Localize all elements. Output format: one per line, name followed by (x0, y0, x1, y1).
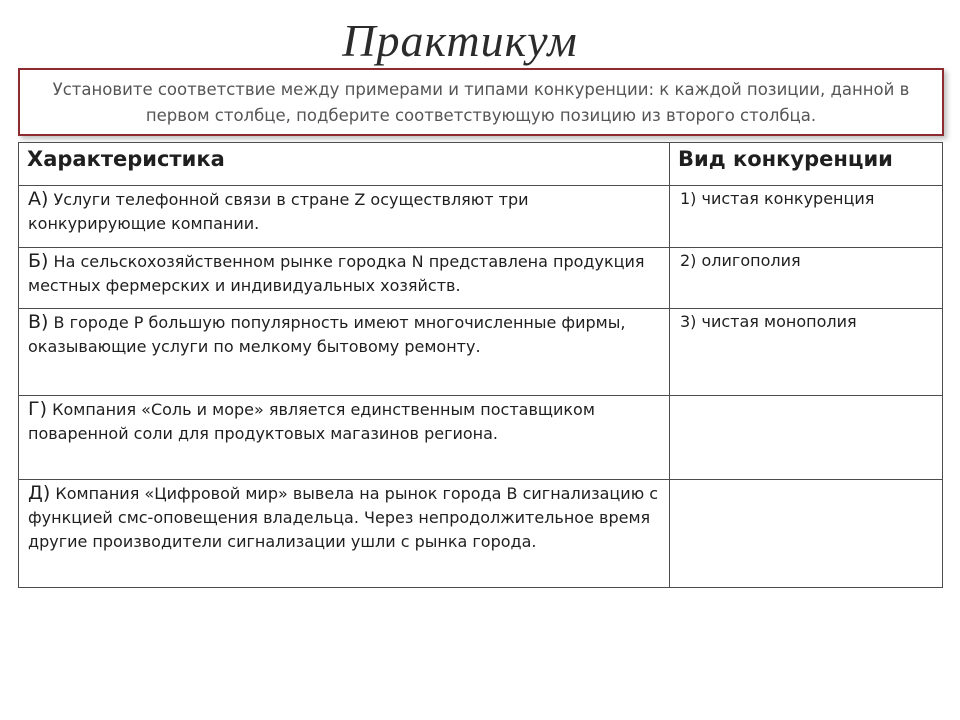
matching-table (18, 142, 943, 588)
table-row (19, 480, 943, 588)
characteristic-cell (19, 186, 670, 248)
row-text: Компания «Соль и море» является единственным поставщиком поваренной соли для продуктовых магазинов региона. (28, 400, 595, 443)
row-text: Компания «Цифровой мир» вывела на рынок города В сигнализацию с функцией смс-оповещения владельца. Через непродолжительное время другие производители сигнализации ушли с рынка города. (28, 484, 659, 551)
row-letter: В) (28, 311, 49, 333)
competition-type-cell (670, 480, 943, 588)
row-text: В городе P большую популярность имеют многочисленные фирмы, оказывающие услуги по мелкому бытовому ремонту. (28, 313, 626, 356)
competition-type-cell (670, 309, 943, 396)
table-header-row (19, 143, 943, 186)
slide-title: Практикум (342, 15, 578, 66)
table-row (19, 309, 943, 396)
table-row (19, 396, 943, 480)
row-letter: А) (28, 188, 49, 210)
instruction-text: Установите соответствие между примерами и типами конкуренции: к каждой позиции, данной в первом столбце, подберите соответствующую позицию из второго столбца. (52, 80, 910, 125)
row-letter: Д) (28, 482, 51, 504)
competition-type-text: 2) олигополия (680, 251, 801, 270)
characteristic-cell (19, 248, 670, 309)
instruction-box (18, 68, 944, 136)
row-text: Услуги телефонной связи в стране Z осуществляют три конкурирующие компании. (28, 190, 529, 233)
table-row (19, 186, 943, 248)
header-competition-type: Вид конкуренции (670, 143, 943, 186)
header-characteristic: Характеристика (19, 143, 670, 186)
competition-type-cell (670, 248, 943, 309)
table-row (19, 248, 943, 309)
row-text: На сельскохозяйственном рынке городка N представлена продукция местных фермерских и индивидуальных хозяйств. (28, 252, 645, 295)
competition-type-text: 1) чистая конкуренция (680, 189, 875, 208)
characteristic-cell (19, 480, 670, 588)
competition-type-cell (670, 186, 943, 248)
row-letter: Б) (28, 250, 49, 272)
competition-type-text: 3) чистая монополия (680, 312, 857, 331)
characteristic-cell (19, 309, 670, 396)
competition-type-cell (670, 396, 943, 480)
row-letter: Г) (28, 398, 47, 420)
characteristic-cell (19, 396, 670, 480)
